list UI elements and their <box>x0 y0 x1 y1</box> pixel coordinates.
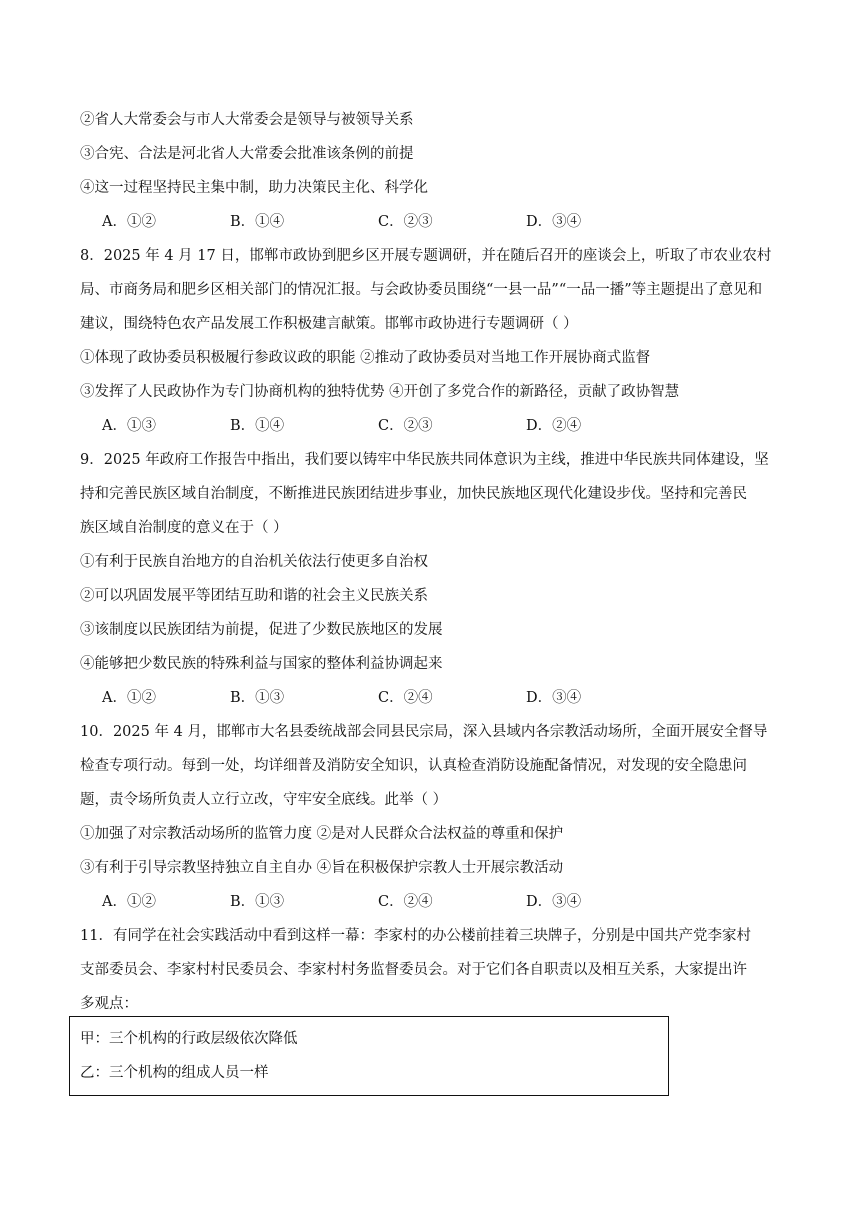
q10-stem-line-3: 题，责令场所负责人立行立改，守牢安全底线。此举（ ） <box>80 792 448 808</box>
q9-statement-4: ④能够把少数民族的特殊利益与国家的整体利益协调起来 <box>80 656 443 672</box>
q8-statements-3-4: ③发挥了人民政协作为专门协商机构的独特优势 ④开创了多党合作的新路径，贡献了政协智慧 <box>80 384 680 400</box>
q8-stem-line-1: 8．2025 年 4 月 17 日，邯郸市政协到肥乡区开展专题调研，并在随后召开的座谈会上，听取了市农业农村 <box>80 248 772 264</box>
q10-stem-line-1: 10．2025 年 4 月，邯郸市大名县委统战部会同县民宗局，深入县域内各宗教活动场所，全面开展安全督导 <box>80 724 768 740</box>
q9-statement-2: ②可以巩固发展平等团结互助和谐的社会主义民族关系 <box>80 588 428 604</box>
q8-option-d[interactable]: D．②④ <box>526 418 582 434</box>
q8-option-a[interactable]: A．①③ <box>102 418 156 434</box>
q9-option-c[interactable]: C．②④ <box>378 690 433 706</box>
q10-option-d[interactable]: D．③④ <box>526 894 582 910</box>
q8-stem-line-2: 局、市商务局和肥乡区相关部门的情况汇报。与会政协委员围绕“一县一品”“一品一播”等主题提出了意见和 <box>80 282 763 298</box>
q9-stem-line-2: 持和完善民族区域自治制度，不断推进民族团结进步事业，加快民族地区现代化建设步伐。坚持和完善民 <box>80 486 747 502</box>
q8-option-c[interactable]: C．②③ <box>378 418 433 434</box>
q7-option-d[interactable]: D．③④ <box>526 214 582 230</box>
q9-statement-1: ①有利于民族自治地方的自治机关依法行使更多自治权 <box>80 554 428 570</box>
q7-statement-2: ②省人大常委会与市人大常委会是领导与被领导关系 <box>80 112 414 128</box>
q11-stem-line-1: 11．有同学在社会实践活动中看到这样一幕：李家村的办公楼前挂着三块牌子，分别是中国共产党李家村 <box>80 928 751 944</box>
q10-option-a[interactable]: A．①② <box>102 894 156 910</box>
q7-option-c[interactable]: C．②③ <box>378 214 433 230</box>
q9-stem-line-1: 9．2025 年政府工作报告中指出，我们要以铸牢中华民族共同体意识为主线，推进中华民族共同体建设，坚 <box>80 452 769 468</box>
q9-option-d[interactable]: D．③④ <box>526 690 582 706</box>
q9-option-b[interactable]: B．①③ <box>230 690 285 706</box>
q10-statements-3-4: ③有利于引导宗教坚持独立自主自办 ④旨在积极保护宗教人士开展宗教活动 <box>80 860 564 876</box>
q7-statement-4: ④这一过程坚持民主集中制，助力决策民主化、科学化 <box>80 180 428 196</box>
q8-stem-line-3: 建议，围绕特色农产品发展工作积极建言献策。邯郸市政协进行专题调研（ ） <box>80 316 578 332</box>
q11-viewpoint-yi: 乙：三个机构的组成人员一样 <box>80 1065 269 1081</box>
q11-stem-line-3: 多观点： <box>80 996 138 1012</box>
q11-stem-line-2: 支部委员会、李家村村民委员会、李家村村务监督委员会。对于它们各自职责以及相互关系，大家提出许 <box>80 962 747 978</box>
q11-viewpoint-jia: 甲：三个机构的行政层级依次降低 <box>80 1031 298 1047</box>
q10-stem-line-2: 检查专项行动。每到一处，均详细普及消防安全知识，认真检查消防设施配备情况，对发现的安全隐患问 <box>80 758 747 774</box>
q11-viewpoints-box <box>69 1016 669 1096</box>
q10-option-c[interactable]: C．②④ <box>378 894 433 910</box>
q7-statement-3: ③合宪、合法是河北省人大常委会批准该条例的前提 <box>80 146 414 162</box>
q7-option-a[interactable]: A．①② <box>102 214 156 230</box>
q9-stem-line-3: 族区域自治制度的意义在于（ ） <box>80 520 288 536</box>
q9-option-a[interactable]: A．①② <box>102 690 156 706</box>
q10-statements-1-2: ①加强了对宗教活动场所的监管力度 ②是对人民群众合法权益的尊重和保护 <box>80 826 564 842</box>
q9-statement-3: ③该制度以民族团结为前提，促进了少数民族地区的发展 <box>80 622 443 638</box>
q7-option-b[interactable]: B．①④ <box>230 214 285 230</box>
q8-option-b[interactable]: B．①④ <box>230 418 285 434</box>
q10-option-b[interactable]: B．①③ <box>230 894 285 910</box>
q8-statements-1-2: ①体现了政协委员积极履行参政议政的职能 ②推动了政协委员对当地工作开展协商式监督 <box>80 350 651 366</box>
